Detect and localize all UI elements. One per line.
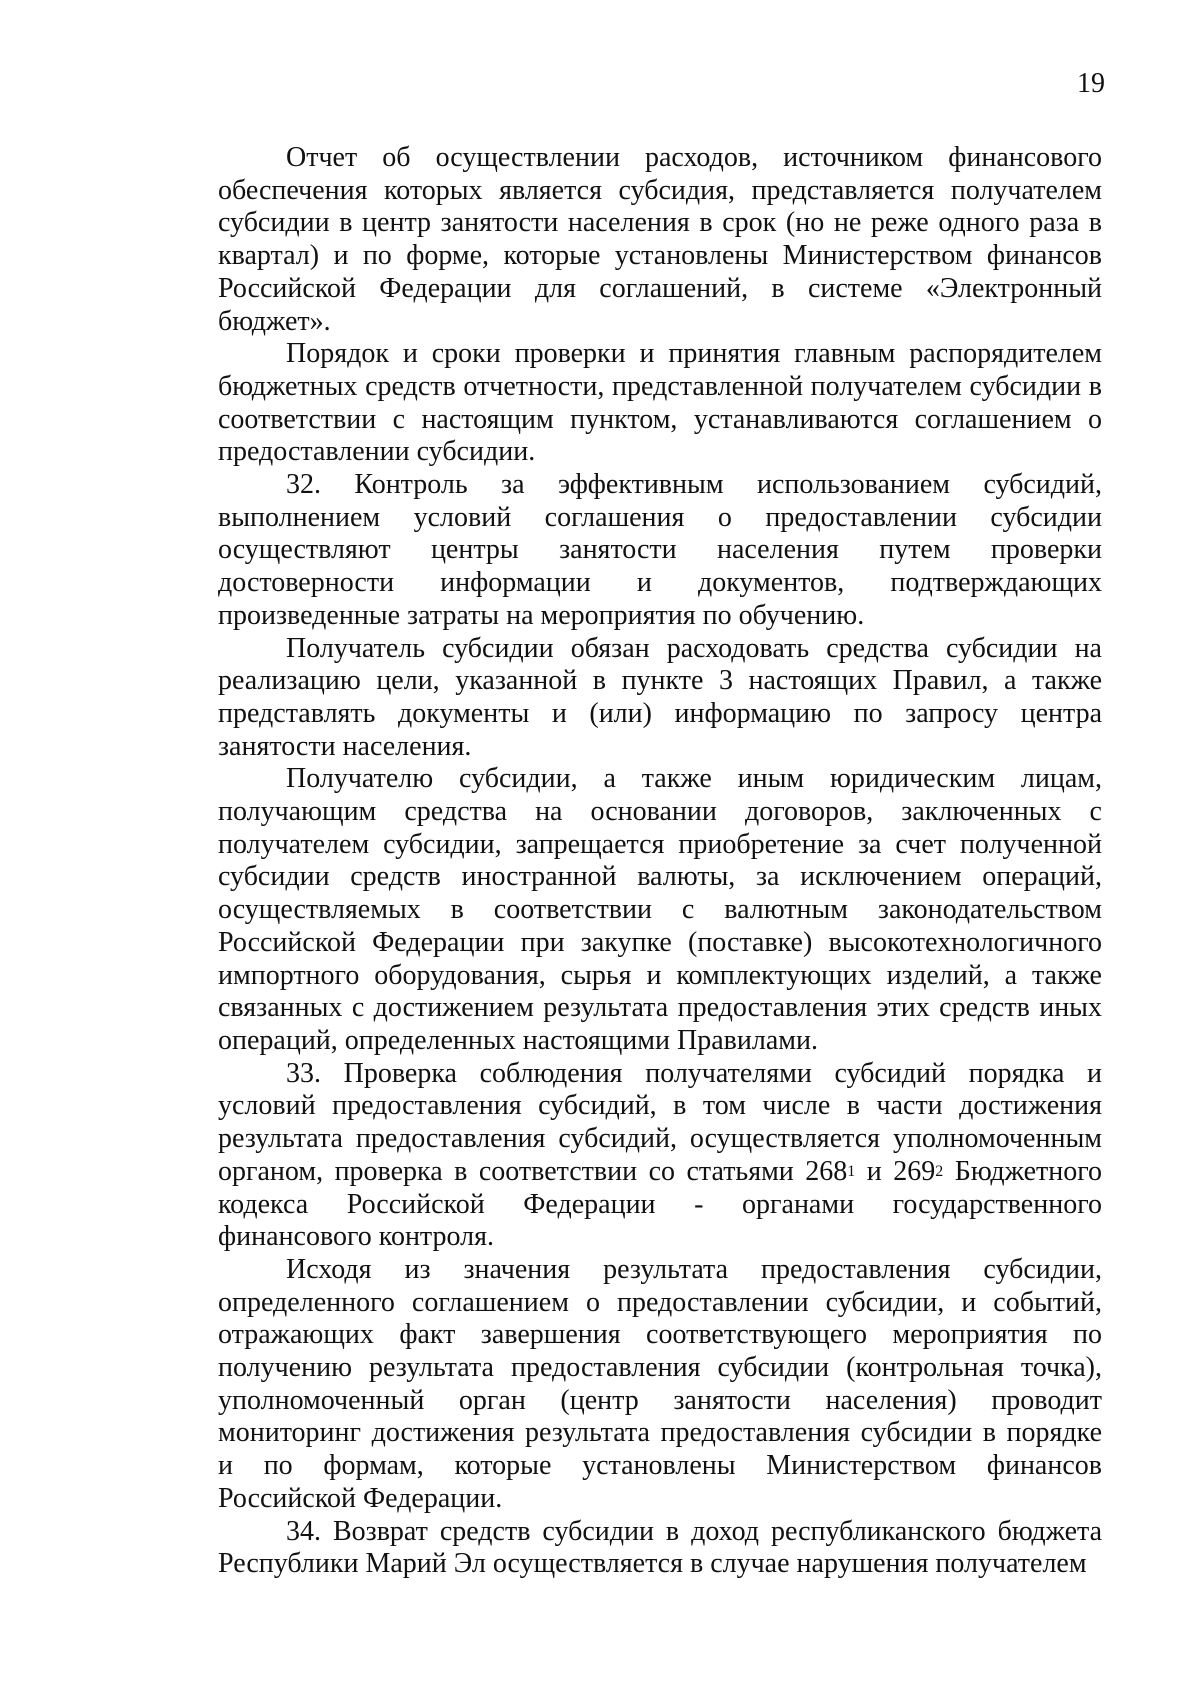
page-number: 19 (1077, 68, 1105, 99)
paragraph-recipient-obligations: Получатель субсидии обязан расходовать средства субсидии на реализацию цели, указанной в пункте 3 настоящих Правил, а также представлять документы и (или) информацию по запросу центра занятости населения. (218, 632, 1102, 762)
item-33-text-part-a: 33. Проверка соблюдения получателями субсидий порядка и условий предоставления субсидий, в том числе в части достижения результата предоставления субсидий, осуществляется уполномоченным органом, проверка в соответствии со статьями 268 (218, 1057, 1102, 1187)
article-269-superscript: 2 (935, 1162, 944, 1180)
paragraph-item-32-control: 32. Контроль за эффективным использованием субсидий, выполнением условий соглашения о предоставлении субсидии осуществляют центры занятости населения путем проверки достоверности информации и документов, подтверждающих произведенные затраты на мероприятия по обучению. (218, 469, 1102, 631)
paragraph-report-review-order: Порядок и сроки проверки и принятия главным распорядителем бюджетных средств отчетности, представленной получателем субсидии в соответствии с настоящим пунктом, устанавливаются соглашением о предоставлении субсидии. (218, 338, 1102, 468)
paragraph-foreign-currency-prohibition: Получателю субсидии, а также иным юридическим лицам, получающим средства на основании договоров, заключенных с получателем субсидии, запрещается приобретение за счет полученной субсидии средств иностранной валюты, за исключением операций, осуществляемых в соответствии с валютным законодательством Российской Федерации при закупке (поставке) высокотехнологичного импортного оборудования, сырья и комплектующих изделий, а также связанных с достижением результата предоставления этих средств иных операций, определенных настоящими Правилами. (218, 763, 1102, 1056)
paragraph-item-34-refund: 34. Возврат средств субсидии в доход республиканского бюджета Республики Марий Эл осуществляется в случае нарушения получателем (218, 1515, 1102, 1580)
paragraph-item-33-compliance-check (218, 1058, 1102, 1254)
item-33-text-part-b: и 269 (855, 1155, 936, 1187)
paragraph-report-expenses: Отчет об осуществлении расходов, источником финансового обеспечения которых является субсидия, представляется получателем субсидии в центр занятости населения в срок (но не реже одного раза в квартал) и по форме, которые установлены Министерством финансов Российской Федерации для соглашений, в системе «Электронный бюджет». (218, 142, 1102, 337)
item-33-text-part-c: Бюджетного кодекса Российской Федерации - органами государственного финансового контроля. (218, 1155, 1103, 1253)
document-body (218, 142, 1102, 1581)
paragraph-result-monitoring: Исходя из значения результата предоставления субсидии, определенного соглашением о предоставлении субсидии, и событий, отражающих факт завершения соответствующего мероприятия по получению результата предоставления субсидии (контрольная точка), уполномоченный орган (центр занятости населения) проводит мониторинг достижения результата предоставления субсидии в порядке и по формам, которые установлены Министерством финансов Российской Федерации. (218, 1253, 1102, 1514)
article-268-superscript: 1 (847, 1162, 856, 1180)
